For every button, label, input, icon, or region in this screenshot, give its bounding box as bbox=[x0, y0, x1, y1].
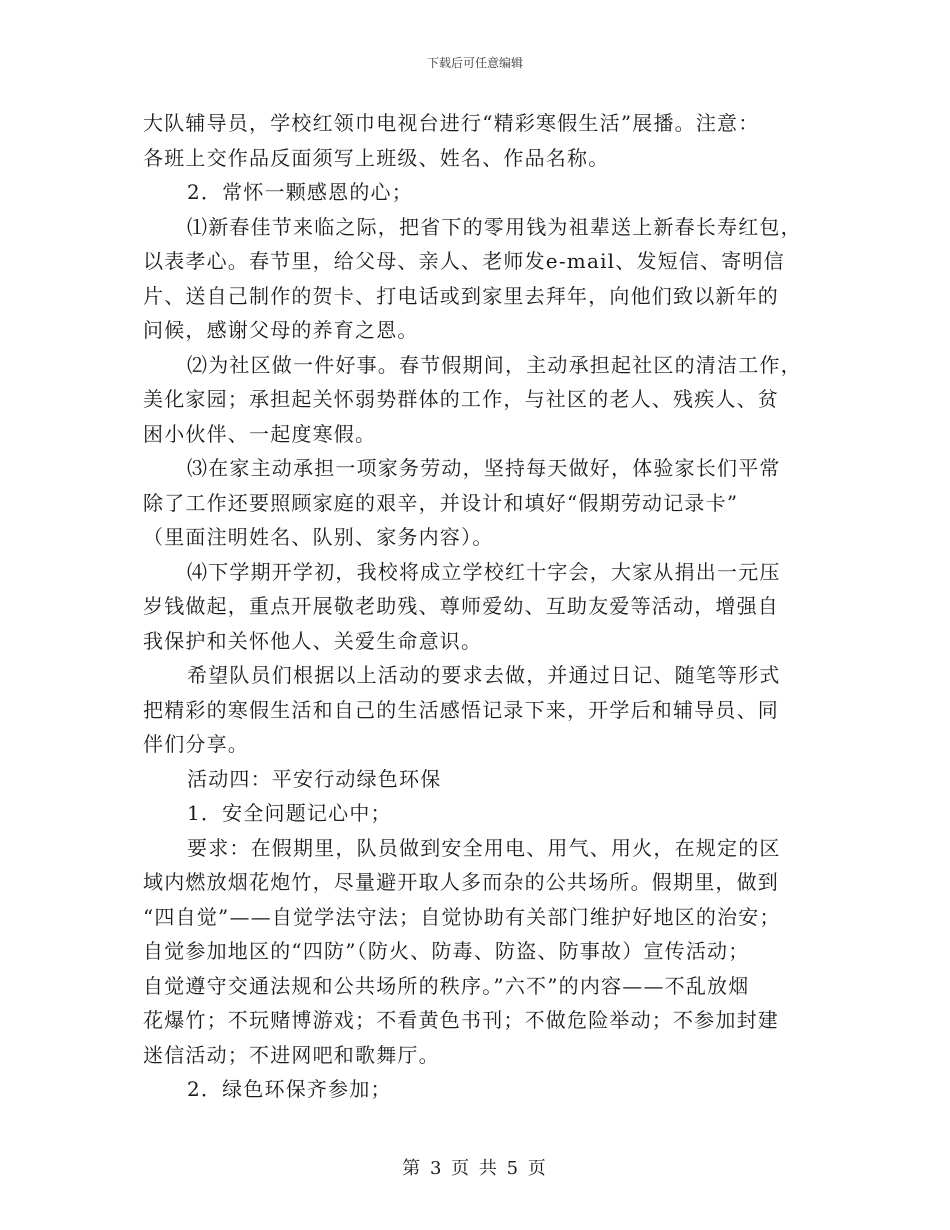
body-line: 把精彩的寒假生活和自己的生活感悟记录下来，开学后和辅导员、同 bbox=[143, 697, 779, 722]
body-line: 除了工作还要照顾家庭的艰辛，并设计和填好“假期劳动记录卡” bbox=[143, 490, 739, 515]
body-line: ⑷下学期开学初，我校将成立学校红十字会，大家从捐出一元压 bbox=[187, 559, 781, 584]
body-line: 迷信活动；不进网吧和歌舞厅。 bbox=[143, 1042, 440, 1067]
body-line: 自觉参加地区的“四防”（防火、防毒、防盗、防事故）宣传活动； bbox=[143, 939, 750, 963]
body-line: 伴们分享。 bbox=[143, 732, 249, 756]
body-line: 问候，感谢父母的养育之恩。 bbox=[143, 318, 419, 342]
section-heading: 活动四：平安行动绿色环保 bbox=[187, 766, 442, 791]
body-line: 域内燃放烟花炮竹，尽量避开取人多而杂的公共场所。假期里，做到 bbox=[143, 870, 779, 894]
section-heading: 1．安全问题记心中； bbox=[187, 801, 392, 825]
body-line: 以表孝心。春节里，给父母、亲人、老师发e-mail、发短信、寄明信 bbox=[143, 249, 785, 273]
body-line: 美化家园；承担起关怀弱势群体的工作，与社区的老人、残疾人、贫 bbox=[143, 387, 779, 411]
document-body bbox=[143, 106, 813, 1107]
body-line: 片、送自己制作的贺卡、打电话或到家里去拜年，向他们致以新年的 bbox=[143, 283, 779, 308]
body-line: （里面注明姓名、队别、家务内容）。 bbox=[143, 525, 494, 549]
body-line: 各班上交作品反面须写上班级、姓名、作品名称。 bbox=[143, 145, 610, 170]
page-header: 下载后可任意编辑 bbox=[426, 56, 523, 70]
body-line: 困小伙伴、一起度寒假。 bbox=[143, 421, 377, 446]
body-line: 希望队员们根据以上活动的要求去做，并通过日记、随笔等形式 bbox=[187, 663, 781, 687]
page-footer: 第 3 页 共 5 页 bbox=[402, 1158, 548, 1179]
section-heading: 2．绿色环保齐参加； bbox=[187, 1077, 392, 1101]
body-line: ⑶在家主动承担一项家务劳动，坚持每天做好，体验家长们平常 bbox=[187, 456, 781, 480]
body-line: ⑴新春佳节来临之际，把省下的零用钱为祖辈送上新春长寿红包， bbox=[187, 214, 802, 239]
body-line: 我保护和关怀他人、关爱生命意识。 bbox=[143, 628, 483, 653]
body-line: 自觉遵守交通法规和公共场所的秩序。”六不”的内容——不乱放烟 bbox=[143, 973, 750, 998]
body-line: 花爆竹；不玩赌博游戏；不看黄色书刊；不做危险举动；不参加封建 bbox=[143, 1008, 779, 1032]
body-line: 要求：在假期里，队员做到安全用电、用气、用火，在规定的区 bbox=[187, 835, 781, 860]
body-line: 大队辅导员，学校红领巾电视台进行“精彩寒假生活”展播。注意： bbox=[143, 111, 760, 135]
body-line: 岁钱做起，重点开展敬老助残、尊师爱幼、互助友爱等活动，增强自 bbox=[143, 594, 779, 618]
section-heading: 2．常怀一颗感恩的心； bbox=[187, 180, 413, 204]
body-line: “四自觉”——自觉学法守法；自觉协助有关部门维护好地区的治安； bbox=[143, 904, 781, 929]
body-line: ⑵为社区做一件好事。春节假期间，主动承担起社区的清洁工作， bbox=[187, 352, 802, 377]
